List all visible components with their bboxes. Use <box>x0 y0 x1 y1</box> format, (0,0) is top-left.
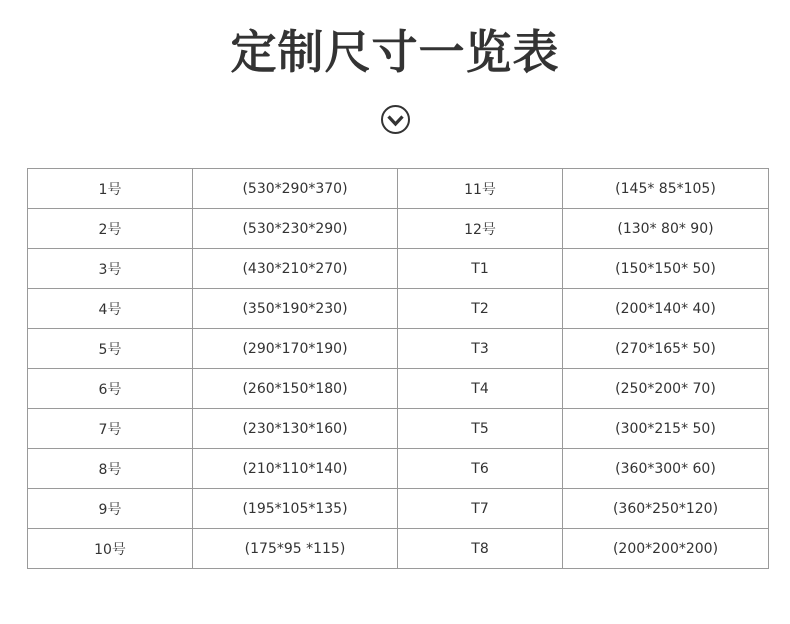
model-cell: T3 <box>398 329 563 369</box>
chevron-down-circle-icon <box>380 104 411 135</box>
size-cell: (250*200* 70) <box>563 369 769 409</box>
table-row <box>28 529 769 569</box>
model-cell: 3号 <box>28 249 193 289</box>
model-cell: 7号 <box>28 409 193 449</box>
size-table <box>27 168 769 569</box>
page-title: 定制尺寸一览表 <box>230 25 560 79</box>
model-cell: 9号 <box>28 489 193 529</box>
model-cell: 1号 <box>28 169 193 209</box>
size-cell: (300*215* 50) <box>563 409 769 449</box>
size-cell: (145* 85*105) <box>563 169 769 209</box>
model-cell: 4号 <box>28 289 193 329</box>
size-cell: (530*230*290) <box>193 209 398 249</box>
size-cell: (200*140* 40) <box>563 289 769 329</box>
model-cell: 5号 <box>28 329 193 369</box>
size-cell: (175*95 *115) <box>193 529 398 569</box>
size-cell: (360*300* 60) <box>563 449 769 489</box>
size-cell: (150*150* 50) <box>563 249 769 289</box>
model-cell: T8 <box>398 529 563 569</box>
table-row <box>28 169 769 209</box>
table-row <box>28 289 769 329</box>
table-row <box>28 209 769 249</box>
size-cell: (350*190*230) <box>193 289 398 329</box>
table-row <box>28 449 769 489</box>
model-cell: 6号 <box>28 369 193 409</box>
table-row <box>28 409 769 449</box>
size-cell: (530*290*370) <box>193 169 398 209</box>
model-cell: 11号 <box>398 169 563 209</box>
size-cell: (210*110*140) <box>193 449 398 489</box>
size-cell: (230*130*160) <box>193 409 398 449</box>
model-cell: T7 <box>398 489 563 529</box>
table-row <box>28 489 769 529</box>
size-cell: (260*150*180) <box>193 369 398 409</box>
model-cell: 8号 <box>28 449 193 489</box>
table-row <box>28 329 769 369</box>
model-cell: T6 <box>398 449 563 489</box>
size-cell: (200*200*200) <box>563 529 769 569</box>
model-cell: T1 <box>398 249 563 289</box>
model-cell: 2号 <box>28 209 193 249</box>
table-row <box>28 249 769 289</box>
size-cell: (290*170*190) <box>193 329 398 369</box>
table-row <box>28 369 769 409</box>
size-cell: (430*210*270) <box>193 249 398 289</box>
size-cell: (130* 80* 90) <box>563 209 769 249</box>
model-cell: 12号 <box>398 209 563 249</box>
size-cell: (270*165* 50) <box>563 329 769 369</box>
model-cell: 10号 <box>28 529 193 569</box>
size-cell: (195*105*135) <box>193 489 398 529</box>
model-cell: T4 <box>398 369 563 409</box>
model-cell: T5 <box>398 409 563 449</box>
size-cell: (360*250*120) <box>563 489 769 529</box>
model-cell: T2 <box>398 289 563 329</box>
